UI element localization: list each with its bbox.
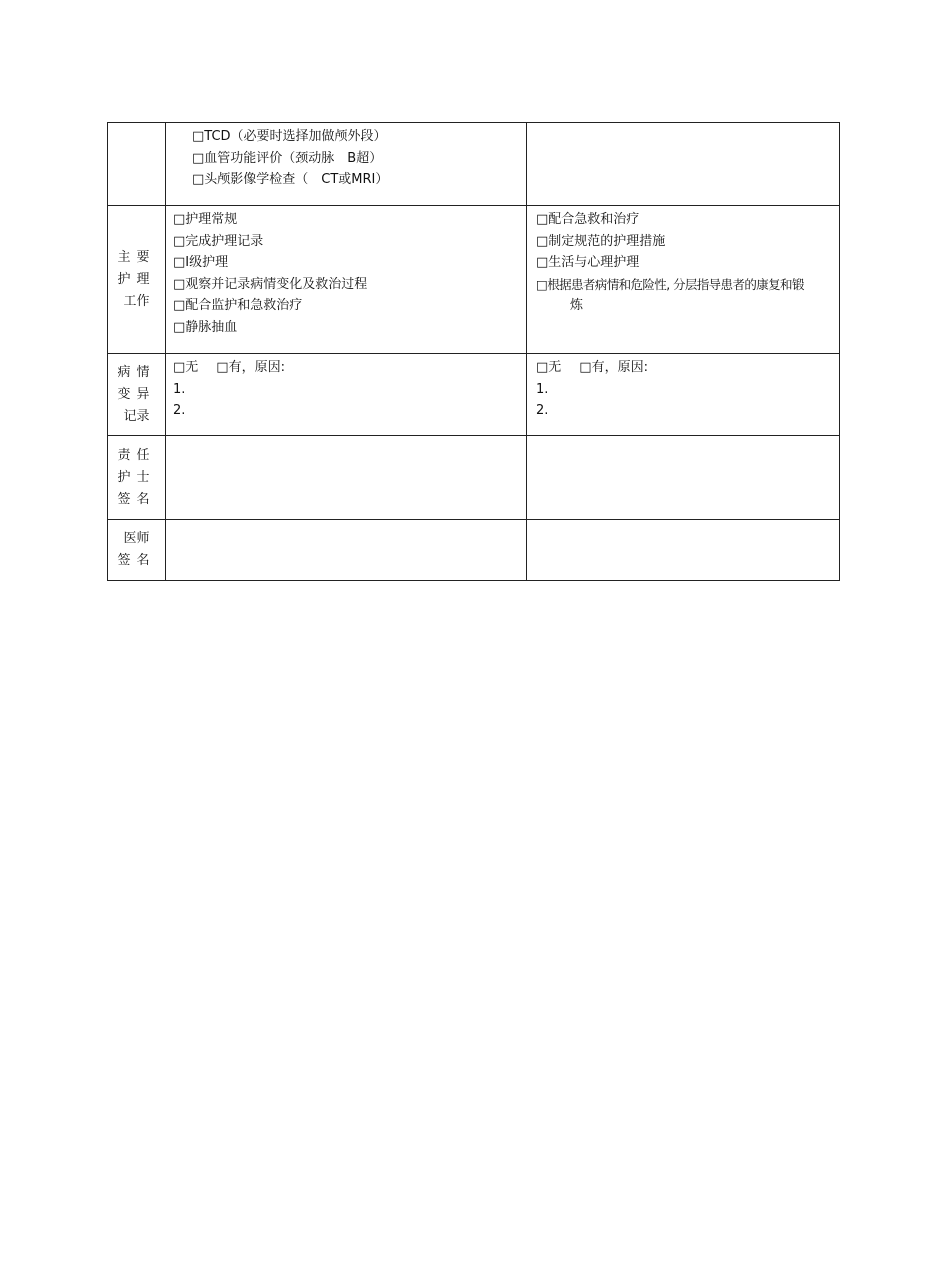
checkbox-item-nursing-record[interactable]: □完成护理记录 <box>173 233 264 249</box>
checkbox-item-vascular-eval[interactable]: □血管功能评价（颈动脉 B超） <box>192 150 383 166</box>
variation-item-1-left: 1. <box>173 381 186 397</box>
table-row-variation-record <box>108 354 840 436</box>
checkbox-item-life-psych-care[interactable]: □生活与心理护理 <box>536 255 640 270</box>
checkbox-item-nursing-routine[interactable]: □护理常规 <box>173 212 238 227</box>
row-label-nursing-work: 主要 护理 工作 <box>108 206 166 354</box>
nursing-work-right-cell <box>527 206 840 354</box>
checkbox-item-head-imaging[interactable]: □头颅影像学检查（ CT或MRI） <box>192 172 389 187</box>
checkbox-item-monitor-first-aid[interactable]: □配合监护和急救治疗 <box>173 298 303 313</box>
physician-signature-right-field[interactable] <box>527 520 840 581</box>
row-label-physician-signature: 医师 签名 <box>108 520 166 581</box>
clinical-pathway-table <box>107 122 840 581</box>
row-label-empty <box>108 123 166 206</box>
checkbox-has-reason-right[interactable]: □有，原因: <box>579 360 648 375</box>
variation-left-cell <box>166 354 527 436</box>
physician-signature-left-field[interactable] <box>166 520 527 581</box>
examinations-left-cell <box>166 123 527 206</box>
checkbox-item-venous-blood[interactable]: □静脉抽血 <box>173 319 238 335</box>
variation-item-2-right: 2. <box>536 403 549 418</box>
table-row-examinations <box>108 123 840 206</box>
checkbox-item-tcd[interactable]: □TCD（必要时选择加做颅外段） <box>192 129 387 144</box>
table-row-nurse-signature <box>108 436 840 520</box>
checkbox-none-right[interactable]: □无 <box>536 360 562 375</box>
checkbox-item-level1-care[interactable]: □Ⅰ级护理 <box>173 255 229 270</box>
checkbox-item-nursing-measures[interactable]: □制定规范的护理措施 <box>536 233 666 249</box>
row-label-variation-record: 病情 变异 记录 <box>108 354 166 436</box>
row-label-nurse-signature: 责任 护士 签名 <box>108 436 166 520</box>
checkbox-item-rehab-guidance[interactable]: □根据患者病情和危险性, 分层指导患者的康复和锻 <box>536 276 804 292</box>
checkbox-none-left[interactable]: □无 <box>173 360 199 375</box>
table-row-nursing-work <box>108 206 840 354</box>
nurse-signature-left-field[interactable] <box>166 436 527 520</box>
examinations-right-cell <box>527 123 840 206</box>
checkbox-has-reason-left[interactable]: □有，原因: <box>216 360 285 375</box>
nurse-signature-right-field[interactable] <box>527 436 840 520</box>
rehab-guidance-continuation: 炼 <box>570 298 584 313</box>
variation-item-1-right: 1. <box>536 381 549 397</box>
nursing-work-left-cell <box>166 206 527 354</box>
variation-right-cell <box>527 354 840 436</box>
checkbox-item-first-aid-treatment[interactable]: □配合急救和治疗 <box>536 212 640 227</box>
checkbox-item-observe-record[interactable]: □观察并记录病情变化及救治过程 <box>173 276 368 292</box>
variation-item-2-left: 2. <box>173 403 186 418</box>
table-row-physician-signature <box>108 520 840 581</box>
